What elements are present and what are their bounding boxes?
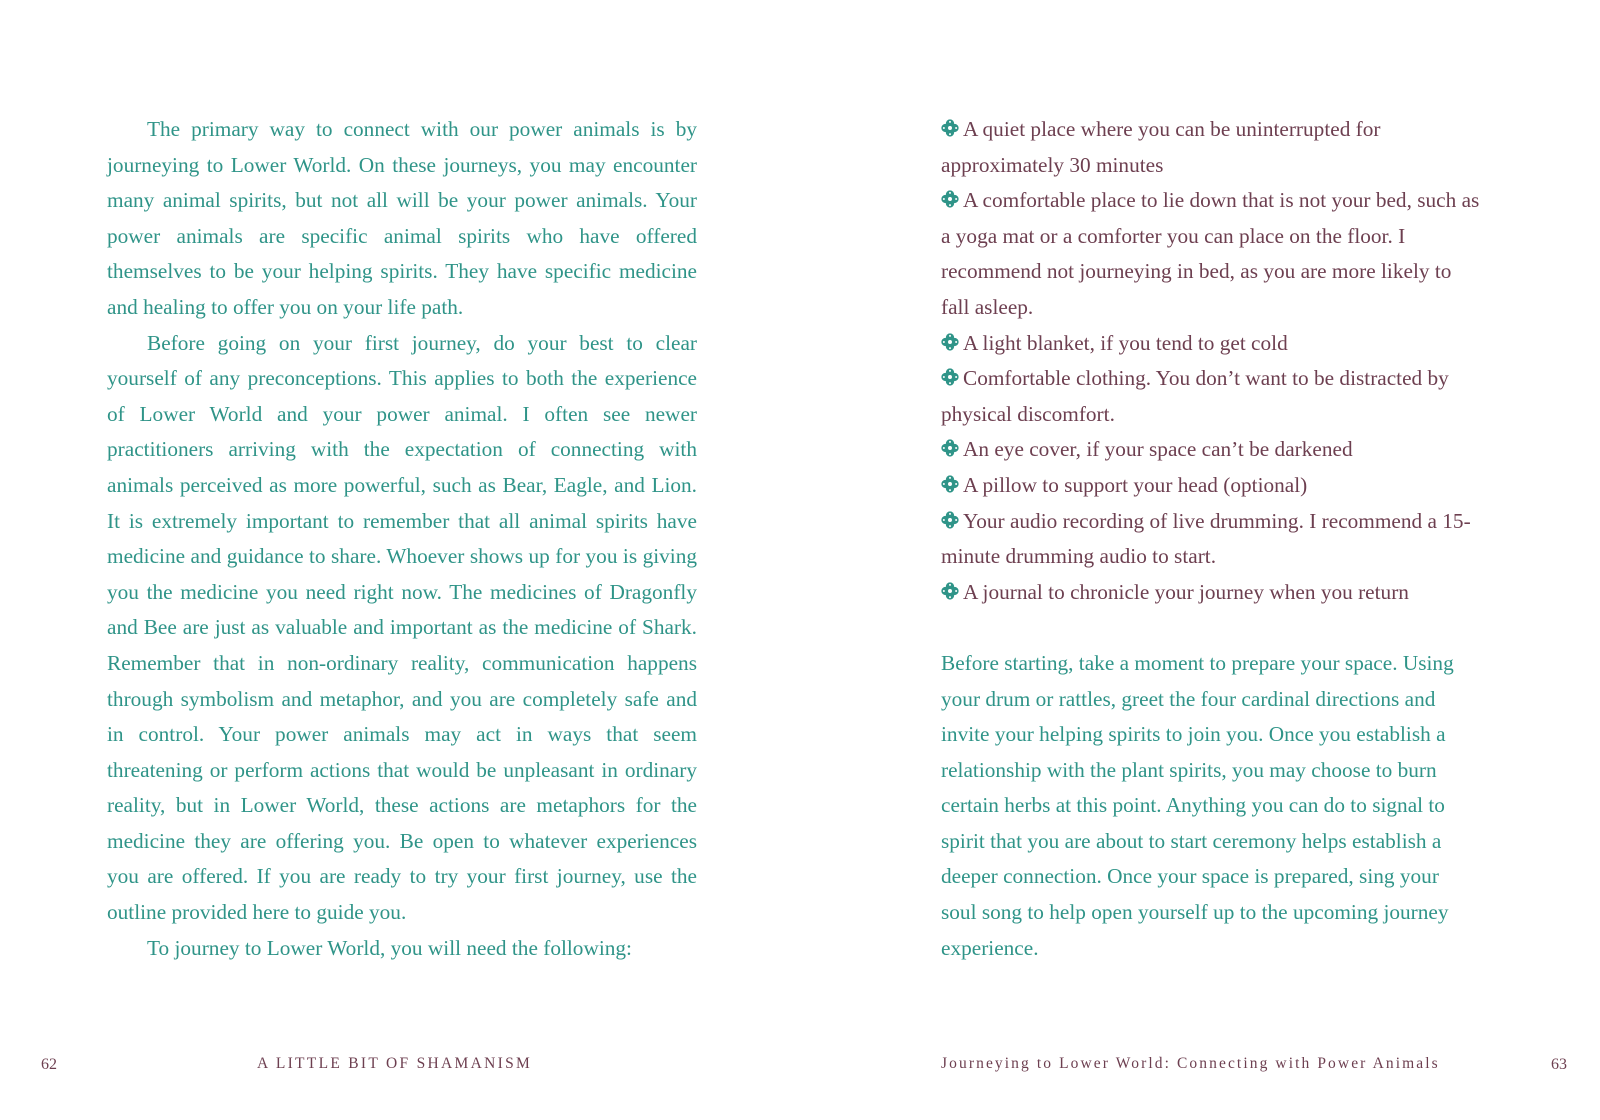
- list-item-text: Your audio recording of live drumming. I recommend a 15-minute drumming audio to start.: [941, 508, 1471, 569]
- list-item: [941, 504, 1481, 575]
- page-number: 62: [41, 1056, 57, 1073]
- clover-ornament-icon: [941, 582, 959, 600]
- body-paragraph: Before going on your first journey, do your best to clear yourself of any preconceptions. This applies to both the experience of Lower World and your power animal. I often see newer practitioners arriving with the expectation of connecting with animals perceived as more powerful, such as Bear, Eagle, and Lion. It is extremely important to remember that all animal spirits have medicine and guidance to share. Whoever shows up for you is giving you the medicine you need right now. The medicines of Dragonfly and Bee are just as valuable and important as the medicine of Shark. Remember that in non-ordinary reality, communication happens through symbolism and metaphor, and you are completely safe and in control. Your power animals may act in ways that seem threatening or perform actions that would be unpleasant in ordinary reality, but in Lower World, these actions are metaphors for the medicine they are offering you. Be open to whatever experiences you are offered. If you are ready to try your first journey, use the outline provided here to guide you.: [107, 330, 697, 925]
- clover-ornament-icon: [941, 439, 959, 457]
- list-item: [941, 183, 1481, 325]
- left-body-text: [107, 112, 697, 966]
- clover-ornament-icon: [941, 511, 959, 529]
- list-item-text: A quiet place where you can be uninterrupted for approximately 30 minutes: [941, 117, 1381, 177]
- list-item-text: A pillow to support your head (optional): [963, 472, 1308, 497]
- right-body-text: [941, 112, 1481, 966]
- list-item: [941, 468, 1481, 504]
- running-head: A LITTLE BIT OF SHAMANISM: [257, 1055, 533, 1072]
- clover-ornament-icon: [941, 475, 959, 493]
- supplies-list: [941, 112, 1481, 610]
- list-item: [941, 361, 1481, 432]
- list-item: [941, 326, 1481, 362]
- clover-ornament-icon: [941, 333, 959, 351]
- list-item: [941, 575, 1481, 611]
- list-item-text: A light blanket, if you tend to get cold: [963, 330, 1288, 355]
- clover-ornament-icon: [941, 119, 959, 137]
- page-number: 63: [1551, 1056, 1567, 1073]
- list-item: [941, 432, 1481, 468]
- list-item-text: An eye cover, if your space can’t be darkened: [963, 437, 1353, 462]
- list-item-text: Comfortable clothing. You don’t want to be distracted by physical discomfort.: [941, 366, 1449, 426]
- running-head: Journeying to Lower World: Connecting with Power Animals: [941, 1055, 1440, 1072]
- body-paragraph: The primary way to connect with our power animals is by journeying to Lower World. On these journeys, you may encounter many animal spirits, but not all will be your power animals. Your power animals are specific animal spirits who have offered themselves to be your helping spirits. They have specific medicine and healing to offer you on your life path.: [107, 117, 697, 319]
- right-page: [800, 0, 1600, 1120]
- clover-ornament-icon: [941, 190, 959, 208]
- clover-ornament-icon: [941, 368, 959, 386]
- list-item: [941, 112, 1481, 183]
- body-paragraph: Before starting, take a moment to prepare your space. Using your drum or rattles, greet the four cardinal directions and invite your helping spirits to join you. Once you establish a relationship with the plant spirits, you may choose to burn certain herbs at this point. Anything you can do to signal to spirit that you are about to start ceremony helps establish a deeper connection. Once your space is prepared, sing your soul song to help open yourself up to the upcoming journey experience.: [941, 650, 1454, 960]
- list-item-text: A journal to chronicle your journey when you return: [963, 579, 1409, 604]
- body-paragraph: To journey to Lower World, you will need the following:: [147, 935, 632, 960]
- list-item-text: A comfortable place to lie down that is not your bed, such as a yoga mat or a comforter you can place on the floor. I recommend not journeying in bed, as you are more likely to fall asleep.: [941, 188, 1480, 319]
